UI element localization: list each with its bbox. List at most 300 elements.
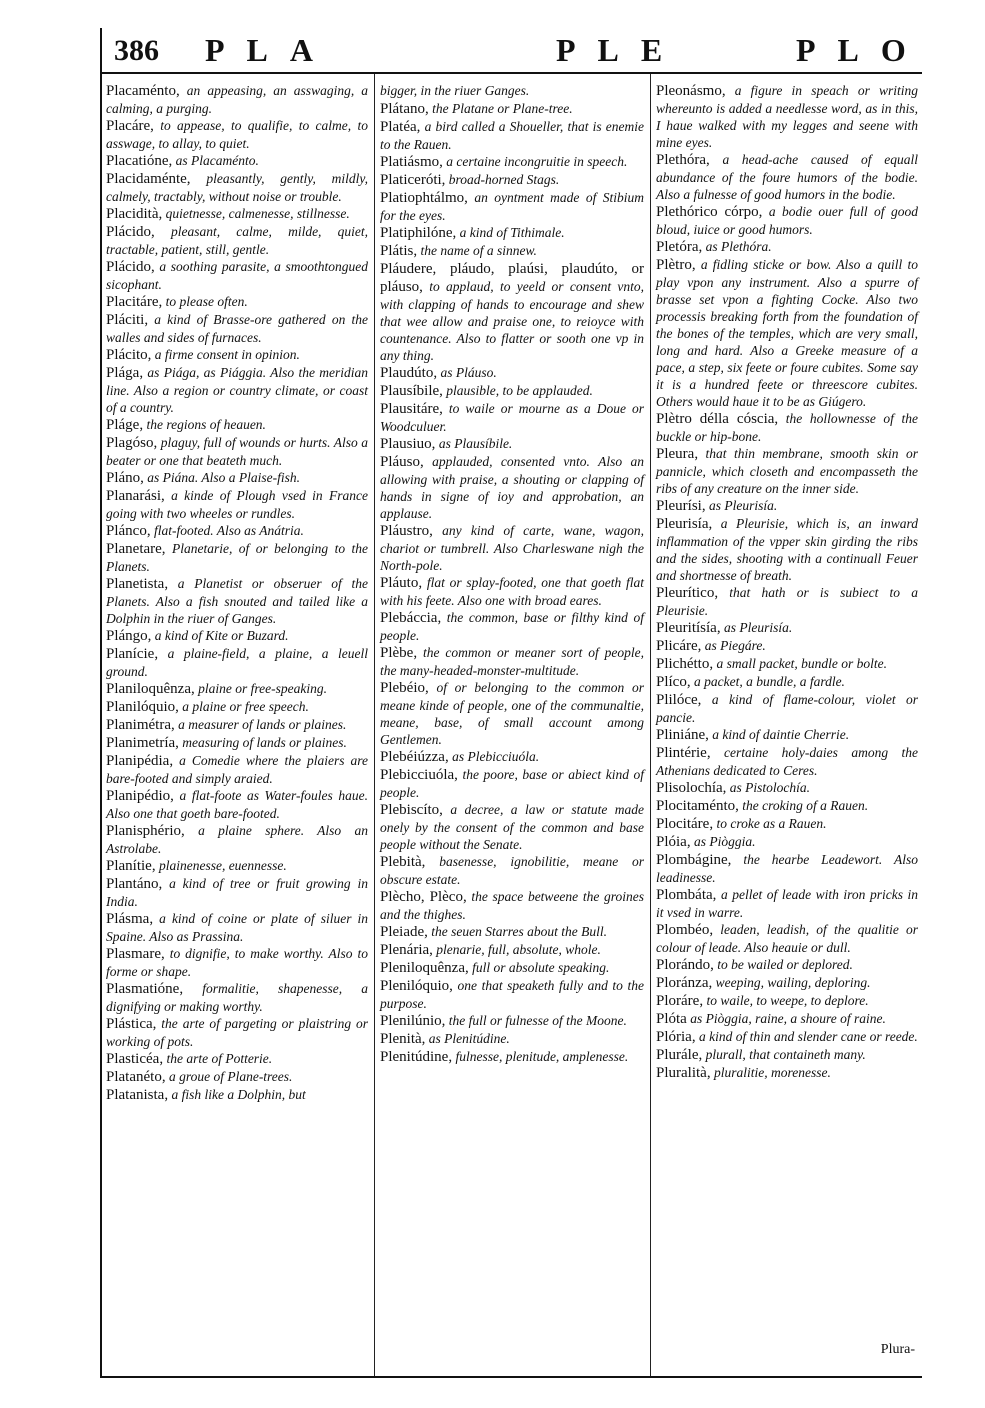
entry-definition: the seuen Starres about the Bull. (427, 924, 608, 939)
entry-definition: a plaine or free speech. (178, 699, 309, 714)
dictionary-entry (656, 921, 918, 956)
entry-definition: plurall, that containeth many. (702, 1047, 866, 1062)
entry-definition: the hearbe Leadewort. Also leadinesse. (656, 852, 918, 885)
dictionary-entry (106, 875, 368, 910)
dictionary-entry (106, 1068, 368, 1086)
entry-headword: Planipédio, (106, 788, 174, 804)
dictionary-entry (380, 644, 644, 679)
entry-definition: of or belonging to the common or meane kinde of people, one of the communaltie, meane, base, of small account among Gentlemen. (380, 680, 644, 747)
header-rule (100, 72, 922, 74)
entry-headword: Platiophtálmo, (380, 190, 468, 206)
entry-headword: Plória, (656, 1029, 696, 1045)
dictionary-entry (656, 797, 918, 815)
entry-definition: the full or fulnesse of the Moone. (445, 1013, 627, 1028)
entry-definition: as Pleurisía. (720, 620, 793, 635)
entry-definition: as Piegáre. (701, 638, 766, 653)
column-divider (374, 74, 375, 1376)
entry-definition: a fidling sticke or bow. Also a quill to play vpon any instrument. Also a spurre of brasse set vpon a fighting Cocke. Also two processis breaking forth from the foundation of the bones of the temples, which are very small, long and hard. Also a Greeke measure of a pace, a step, six feete or foure cubites. Some say it is a hundred feete or threescore cubites. Others would haue it to be as Giúgero. (656, 257, 918, 409)
dictionary-entry (106, 716, 368, 734)
entry-definition: as Placaménto. (172, 153, 259, 168)
entry-headword: Plagóso, (106, 435, 158, 451)
entry-definition: a kind of daintie Cherrie. (708, 727, 850, 742)
entry-definition: as Pláuso. (437, 365, 497, 380)
entry-definition: to waile, to weepe, to deplore. (703, 993, 869, 1008)
entry-definition: to waile or mourne as a Doue or Woodculuer. (380, 401, 644, 434)
entry-definition: one that speaketh fully and to the purpose. (380, 978, 644, 1011)
dictionary-entry (656, 956, 918, 974)
dictionary-entry (656, 637, 918, 655)
running-head-center: PLE (556, 32, 685, 68)
entry-headword: Platanéto, (106, 1069, 166, 1085)
entry-headword: Pleiade, (380, 924, 428, 940)
dictionary-entry (380, 189, 644, 224)
entry-headword: Placáre, (106, 118, 154, 134)
entry-definition: the Platane or Plane-tree. (428, 101, 573, 116)
entry-headword: Plethóra, (656, 152, 710, 168)
entry-definition: the arte of pargeting or plaistring or working of pots. (106, 1016, 368, 1049)
dictionary-entry (380, 400, 644, 435)
dictionary-entry (656, 815, 918, 833)
entry-definition: a pellet of leade with iron pricks in it vsed in warre. (656, 887, 918, 920)
entry-headword: Plátano, (380, 101, 429, 117)
entry-definition: flat or splay-footed, one that goeth flat with his feete. Also one with broad eares. (380, 575, 644, 608)
entry-definition: an appeasing, an asswaging, a calming, a purging. (106, 83, 368, 116)
entry-headword: Plenitúdine, (380, 1049, 453, 1065)
entry-headword: Plángo, (106, 628, 152, 644)
entry-headword: Platiceróti, (380, 172, 446, 188)
entry-definition: basenesse, ignobilitie, meane or obscure estate. (380, 854, 644, 887)
dictionary-entry (380, 82, 644, 100)
dictionary-entry (106, 364, 368, 416)
dictionary-entry (106, 311, 368, 346)
dictionary-entry (380, 748, 644, 766)
entry-definition: as Piána. Also a Plaise-fish. (143, 470, 301, 485)
dictionary-entry (106, 945, 368, 980)
entry-definition: a kind of flame-colour, violet or pancie. (656, 692, 918, 725)
left-border-rule (100, 28, 102, 1378)
dictionary-entry (106, 293, 368, 311)
dictionary-entry (380, 609, 644, 644)
entry-definition: a packet, a bundle, a fardle. (690, 674, 845, 689)
dictionary-entry (380, 1030, 644, 1048)
entry-definition: a flat-foote as Water-foules haue. Also one that goeth bare-footed. (106, 788, 368, 821)
entry-headword: Planarási, (106, 488, 165, 504)
entry-headword: Pláge, (106, 417, 144, 433)
entry-definition: a Planetist or obseruer of the Planets. Also a fish snouted and tailed like a Dolphin in the riuer of Ganges. (106, 576, 368, 626)
entry-headword: Plètro délla cóscia, (656, 411, 779, 427)
entry-definition: to appease, to qualifie, to calme, to asswage, to allay, to quiet. (106, 118, 368, 151)
dictionary-entry (656, 1010, 918, 1028)
dictionary-entry (106, 752, 368, 787)
entry-definition: broad-horned Stags. (445, 172, 560, 187)
dictionary-entry (106, 822, 368, 857)
bottom-border-rule (100, 1376, 922, 1378)
entry-headword: Planilóquio, (106, 699, 179, 715)
dictionary-entry (106, 469, 368, 487)
dictionary-entry (380, 453, 644, 522)
entry-definition: quietnesse, calmenesse, stillnesse. (162, 206, 350, 221)
dictionary-entry (106, 152, 368, 170)
entry-headword: Plaudúto, (380, 365, 438, 381)
dictionary-entry (656, 1046, 918, 1064)
entry-definition: a firme consent in opinion. (151, 347, 300, 362)
dictionary-entry (656, 584, 918, 619)
dictionary-entry (656, 992, 918, 1010)
entry-definition: a bodie ouer full of good bloud, iuice or good humors. (656, 204, 918, 237)
dictionary-entry (106, 1086, 368, 1104)
dictionary-entry (106, 698, 368, 716)
dictionary-entry (656, 515, 918, 584)
entry-definition: certaine holy-daies among the Athenians dedicated to Ceres. (656, 745, 918, 778)
entry-headword: Pleurítico, (656, 585, 719, 601)
entry-headword: Placidaménte, (106, 171, 191, 187)
dictionary-entry (106, 627, 368, 645)
dictionary-entry (380, 260, 644, 364)
entry-headword: Plausitáre, (380, 401, 443, 417)
entry-definition: a decree, a law or statute made onely by the consent of the common and base people without the Senate. (380, 802, 644, 852)
entry-definition: as Piága, as Piággia. Also the meridian line. Also a region or country climate, or coast of a country. (106, 365, 368, 415)
entry-headword: Plorándo, (656, 957, 714, 973)
entry-headword: Pleurísi, (656, 498, 706, 514)
entry-headword: Plebáccia, (380, 610, 442, 626)
entry-headword: Plintérie, (656, 745, 711, 761)
entry-headword: Plebità, (380, 854, 426, 870)
entry-headword: Plebiscíto, (380, 802, 443, 818)
entry-definition: fulnesse, plenitude, amplenesse. (452, 1049, 629, 1064)
entry-definition: as Plenitúdine. (425, 1031, 510, 1046)
entry-definition: as Piòggia. (690, 834, 756, 849)
entry-definition: to croke as a Rauen. (713, 816, 827, 831)
dictionary-entry (106, 205, 368, 223)
entry-definition: the common, base or filthy kind of people. (380, 610, 644, 643)
entry-definition: pleasant, calme, milde, quiet, tractable, patient, still, gentle. (106, 224, 368, 257)
entry-headword: Plantáno, (106, 876, 163, 892)
entry-definition: any kind of carte, wane, wagon, chariot or tumbrell. Also Charleswane nigh the North-pole. (380, 523, 644, 573)
entry-headword: Plebéiúzza, (380, 749, 449, 765)
dictionary-entry (380, 171, 644, 189)
entry-headword: Plácito, (106, 347, 152, 363)
entry-definition: a plaine sphere. Also an Astrolabe. (106, 823, 368, 856)
entry-headword: Plisolochía, (656, 780, 727, 796)
dictionary-entry (380, 923, 644, 941)
entry-definition: a certaine incongruitie in speech. (442, 154, 628, 169)
dictionary-entry (656, 82, 918, 151)
column-divider (650, 74, 651, 1376)
entry-headword: Pliniáne, (656, 727, 709, 743)
entry-definition: a kind of Kite or Buzard. (151, 628, 289, 643)
entry-definition: a Pleurisie, which is, an inward inflammation of the vpper skin girding the ribs and the sides, shooting with a continuall Feuer and shortnesse of breath. (656, 516, 918, 583)
dictionary-entry (380, 522, 644, 574)
entry-headword: Pleuritísía, (656, 620, 721, 636)
entry-definition: pluralitie, morenesse. (710, 1065, 831, 1080)
dictionary-entry (656, 238, 918, 256)
entry-definition: a Comedie where the plaiers are bare-footed and simply araied. (106, 753, 368, 786)
entry-definition: plausible, to be applauded. (442, 383, 593, 398)
entry-definition: as Plethóra. (702, 239, 772, 254)
entry-definition: that hath or is subiect to a Pleurisie. (656, 585, 918, 618)
entry-headword: Placidità, (106, 206, 163, 222)
dictionary-entry (106, 787, 368, 822)
entry-headword: Pláuso, (380, 454, 424, 470)
dictionary-entry (380, 382, 644, 400)
entry-headword: Plasticéa, (106, 1051, 164, 1067)
column-right (656, 82, 918, 1082)
entry-headword: Plácido, (106, 224, 155, 240)
dictionary-entry (656, 619, 918, 637)
entry-headword: Plenità, (380, 1031, 426, 1047)
entry-headword: Pleniloquênza, (380, 960, 469, 976)
entry-definition: formalitie, shapenesse, a dignifying or making worthy. (106, 981, 368, 1014)
entry-headword: Pláuto, (380, 575, 423, 591)
entry-headword: Ploráre, (656, 993, 704, 1009)
dictionary-entry (106, 575, 368, 627)
entry-definition: the croking of a Rauen. (738, 798, 869, 813)
entry-definition: pleasantly, gently, mildly, calmely, tractably, without noise or trouble. (106, 171, 368, 204)
dictionary-entry (656, 410, 918, 445)
dictionary-entry (656, 151, 918, 203)
entry-definition: to please often. (162, 294, 248, 309)
entry-definition: a kinde of Plough vsed in France going with two wheeles or rundles. (106, 488, 368, 521)
entry-headword: Plebéio, (380, 680, 429, 696)
dictionary-entry (380, 679, 644, 748)
dictionary-entry (106, 346, 368, 364)
entry-headword: Pláustro, (380, 523, 433, 539)
entry-headword: Pláciti, (106, 312, 149, 328)
dictionary-entry (380, 888, 644, 923)
entry-headword: Planiloquênza, (106, 681, 195, 697)
entry-definition: plenarie, full, absolute, whole. (432, 942, 601, 957)
entry-definition: a plaine-field, a plaine, a leuell ground. (106, 646, 368, 679)
entry-headword: Platanista, (106, 1087, 169, 1103)
dictionary-entry (380, 1048, 644, 1066)
entry-headword: Plombágine, (656, 852, 732, 868)
entry-headword: Planimetría, (106, 735, 179, 751)
entry-definition: a small packet, bundle or bolte. (713, 656, 888, 671)
entry-headword: Plombéo, (656, 922, 714, 938)
dictionary-entry (106, 223, 368, 258)
entry-headword: Placitáre, (106, 294, 163, 310)
dictionary-entry (656, 256, 918, 410)
entry-definition: to applaud, to yeeld or consent vnto, with clapping of hands to encourage and shew that wee allow and praise one, to reioyce with countenance. Also to flatter or sooth one vp in any thing. (380, 279, 644, 363)
dictionary-entry (380, 224, 644, 242)
dictionary-entry (380, 574, 644, 609)
entry-definition: as Pleurisía. (705, 498, 778, 513)
entry-headword: Plethórico córpo, (656, 204, 763, 220)
dictionary-entry (656, 726, 918, 744)
dictionary-entry (106, 1050, 368, 1068)
entry-definition: a kind of Brasse-ore gathered on the walles and sides of furnaces. (106, 312, 368, 345)
entry-definition: flat-footed. Also as Anátria. (150, 523, 304, 538)
entry-headword: Plástica, (106, 1016, 157, 1032)
dictionary-entry (380, 153, 644, 171)
entry-headword: Plásma, (106, 911, 154, 927)
entry-definition: a kind of thin and slender cane or reede. (695, 1029, 918, 1044)
dictionary-entry (380, 118, 644, 153)
entry-definition: a bird called a Shoueller, that is enemie to the Rauen. (380, 119, 644, 152)
entry-definition: the common or meaner sort of people, the many-headed-monster-multitude. (380, 645, 644, 678)
dictionary-entry (656, 974, 918, 992)
dictionary-entry (656, 691, 918, 726)
entry-headword: Platiásmo, (380, 154, 443, 170)
entry-headword: Planetista, (106, 576, 169, 592)
entry-definition: leaden, leadish, of the qualitie or colour of leade. Also heauie or dull. (656, 922, 918, 955)
dictionary-entry (106, 540, 368, 575)
entry-definition: a head-ache caused of equall abundance of the foure humors of the bodie. Also a fulnesse of good humors in the bodie. (656, 152, 918, 202)
dictionary-entry (106, 117, 368, 152)
entry-headword: Plèbe, (380, 645, 418, 661)
dictionary-entry (380, 977, 644, 1012)
entry-headword: Plasmare, (106, 946, 165, 962)
dictionary-entry (656, 655, 918, 673)
entry-headword: Plebicciuóla, (380, 767, 458, 783)
dictionary-entry (656, 445, 918, 497)
entry-headword: Pletóra, (656, 239, 703, 255)
entry-definition: as Plausíbile. (435, 436, 513, 451)
entry-headword: Ploránza, (656, 975, 713, 991)
entry-headword: Plóta (656, 1011, 687, 1027)
entry-headword: Plága, (106, 365, 144, 381)
entry-headword: Plenária, (380, 942, 433, 958)
dictionary-entry (106, 910, 368, 945)
entry-headword: Placatióne, (106, 153, 173, 169)
entry-definition: a groue of Plane-trees. (165, 1069, 293, 1084)
entry-headword: Pluralità, (656, 1065, 711, 1081)
entry-headword: Planisphério, (106, 823, 185, 839)
entry-definition: a fish like a Dolphin, but (168, 1087, 306, 1102)
dictionary-entry (380, 853, 644, 888)
entry-headword: Plichétto, (656, 656, 714, 672)
entry-definition: the regions of heauen. (143, 417, 266, 432)
dictionary-entry (106, 170, 368, 205)
dictionary-entry (380, 435, 644, 453)
entry-headword: Plètro, (656, 257, 696, 273)
running-head-right: PLO (796, 32, 928, 68)
entry-definition: plaine or free-speaking. (194, 681, 327, 696)
entry-definition: an oyntment made of Stibium for the eyes. (380, 190, 644, 223)
entry-definition: a kind of tree or fruit growing in India. (106, 876, 368, 909)
column-middle (380, 82, 644, 1066)
dictionary-entry (656, 851, 918, 886)
entry-headword: Plicáre, (656, 638, 702, 654)
entry-headword: Placaménto, (106, 83, 180, 99)
entry-headword: Planimétra, (106, 717, 175, 733)
entry-headword: Pleonásmo, (656, 83, 726, 99)
entry-headword: Plilóce, (656, 692, 702, 708)
dictionary-entry (656, 1028, 918, 1046)
dictionary-entry (380, 100, 644, 118)
dictionary-entry (656, 833, 918, 851)
entry-headword: Plombáta, (656, 887, 717, 903)
dictionary-entry (106, 82, 368, 117)
entry-headword: Plausíbile, (380, 383, 443, 399)
entry-definition: full or absolute speaking. (468, 960, 610, 975)
dictionary-entry (380, 959, 644, 977)
catchword: Plura- (880, 1342, 915, 1357)
dictionary-entry (380, 1012, 644, 1030)
dictionary-entry (656, 744, 918, 779)
page-number: 386 (114, 34, 159, 67)
entry-headword: Plocitáre, (656, 816, 714, 832)
entry-headword: Plenilóquio, (380, 978, 453, 994)
dictionary-entry (380, 941, 644, 959)
entry-headword: Plátis, (380, 243, 418, 259)
entry-headword: Platéa, (380, 119, 421, 135)
dictionary-entry (106, 1015, 368, 1050)
dictionary-entry (106, 487, 368, 522)
page-header (100, 28, 928, 74)
entry-headword: Plausiuo, (380, 436, 436, 452)
entry-definition: applauded, consented vnto. Also an allowing with praise, a shouting or clapping of hands in signe of ioy and approbation, an applause. (380, 454, 644, 521)
entry-definition: the poore, base or abiect kind of people. (380, 767, 644, 800)
entry-headword: Plocitaménto, (656, 798, 739, 814)
entry-headword: Plurále, (656, 1047, 703, 1063)
entry-definition: to be wailed or deplored. (713, 957, 853, 972)
entry-definition: as Pistolochía. (726, 780, 811, 795)
dictionary-entry (380, 242, 644, 260)
entry-headword: Plácido, (106, 259, 155, 275)
dictionary-entry (106, 857, 368, 875)
dictionary-entry (380, 801, 644, 853)
entry-definition: the space betweene the groines and the thighes. (380, 889, 644, 922)
entry-definition: the arte of Potterie. (163, 1051, 273, 1066)
dictionary-entry (656, 497, 918, 515)
entry-headword: Planetare, (106, 541, 166, 557)
entry-headword: Plóia, (656, 834, 691, 850)
entry-headword: Pláudere, pláudo, plaúsi, plaudúto, or pláuso, (380, 261, 644, 295)
entry-definition: as Piòggia, raine, a shoure of raine. (686, 1011, 886, 1026)
entry-headword: Platiphilóne, (380, 225, 457, 241)
entry-headword: Planítie, (106, 858, 156, 874)
entry-headword: Pláno, (106, 470, 144, 486)
entry-definition: to dignifie, to make worthy. Also to forme or shape. (106, 946, 368, 979)
entry-definition: a kind of coine or plate of siluer in Spaine. Also as Prassina. (106, 911, 368, 944)
entry-headword: Plánco, (106, 523, 151, 539)
dictionary-entry (656, 673, 918, 691)
dictionary-entry (656, 779, 918, 797)
entry-headword: Plècho, Plèco, (380, 889, 467, 905)
entry-definition: a kind of Tithimale. (456, 225, 565, 240)
entry-definition: plainenesse, euennesse. (155, 858, 287, 873)
dictionary-entry (106, 258, 368, 293)
entry-definition: a soothing parasite, a smoothtongued sicophant. (106, 259, 368, 292)
entry-definition: as Plebicciuóla. (448, 749, 540, 764)
entry-definition: measuring of lands or plaines. (178, 735, 347, 750)
entry-definition: that thin membrane, smooth skin or pannicle, which closeth and encompasseth the ribs of any creature on the inner side. (656, 446, 918, 496)
dictionary-entry (380, 766, 644, 801)
running-head-left: PLA (205, 32, 335, 68)
dictionary-entry (106, 734, 368, 752)
dictionary-entry (656, 1064, 918, 1082)
entry-headword: Planície, (106, 646, 159, 662)
dictionary-entry (106, 680, 368, 698)
entry-headword: Pleurisía, (656, 516, 713, 532)
entry-definition: the hollownesse of the buckle or hip-bone. (656, 411, 919, 444)
dictionary-entry (106, 522, 368, 540)
dictionary-entry (380, 364, 644, 382)
entry-headword: Pleura, (656, 446, 699, 462)
dictionary-entry (106, 416, 368, 434)
dictionary-entry (106, 434, 368, 469)
entry-definition: bigger, in the riuer Ganges. (380, 83, 530, 98)
entry-definition: plaguy, full of wounds or hurts. Also a beater or one that beateth much. (106, 435, 368, 468)
entry-headword: Planipédia, (106, 753, 174, 769)
entry-definition: weeping, wailing, deploring. (712, 975, 871, 990)
entry-headword: Plíco, (656, 674, 691, 690)
dictionary-entry (106, 645, 368, 680)
entry-definition: a figure in speach or writing whereunto is added a needlesse word, as in this, I haue walked with my legges and seene with mine eyes. (656, 83, 918, 150)
dictionary-entry (656, 886, 918, 921)
entry-definition: Planetarie, of or belonging to the Planets. (106, 541, 368, 574)
